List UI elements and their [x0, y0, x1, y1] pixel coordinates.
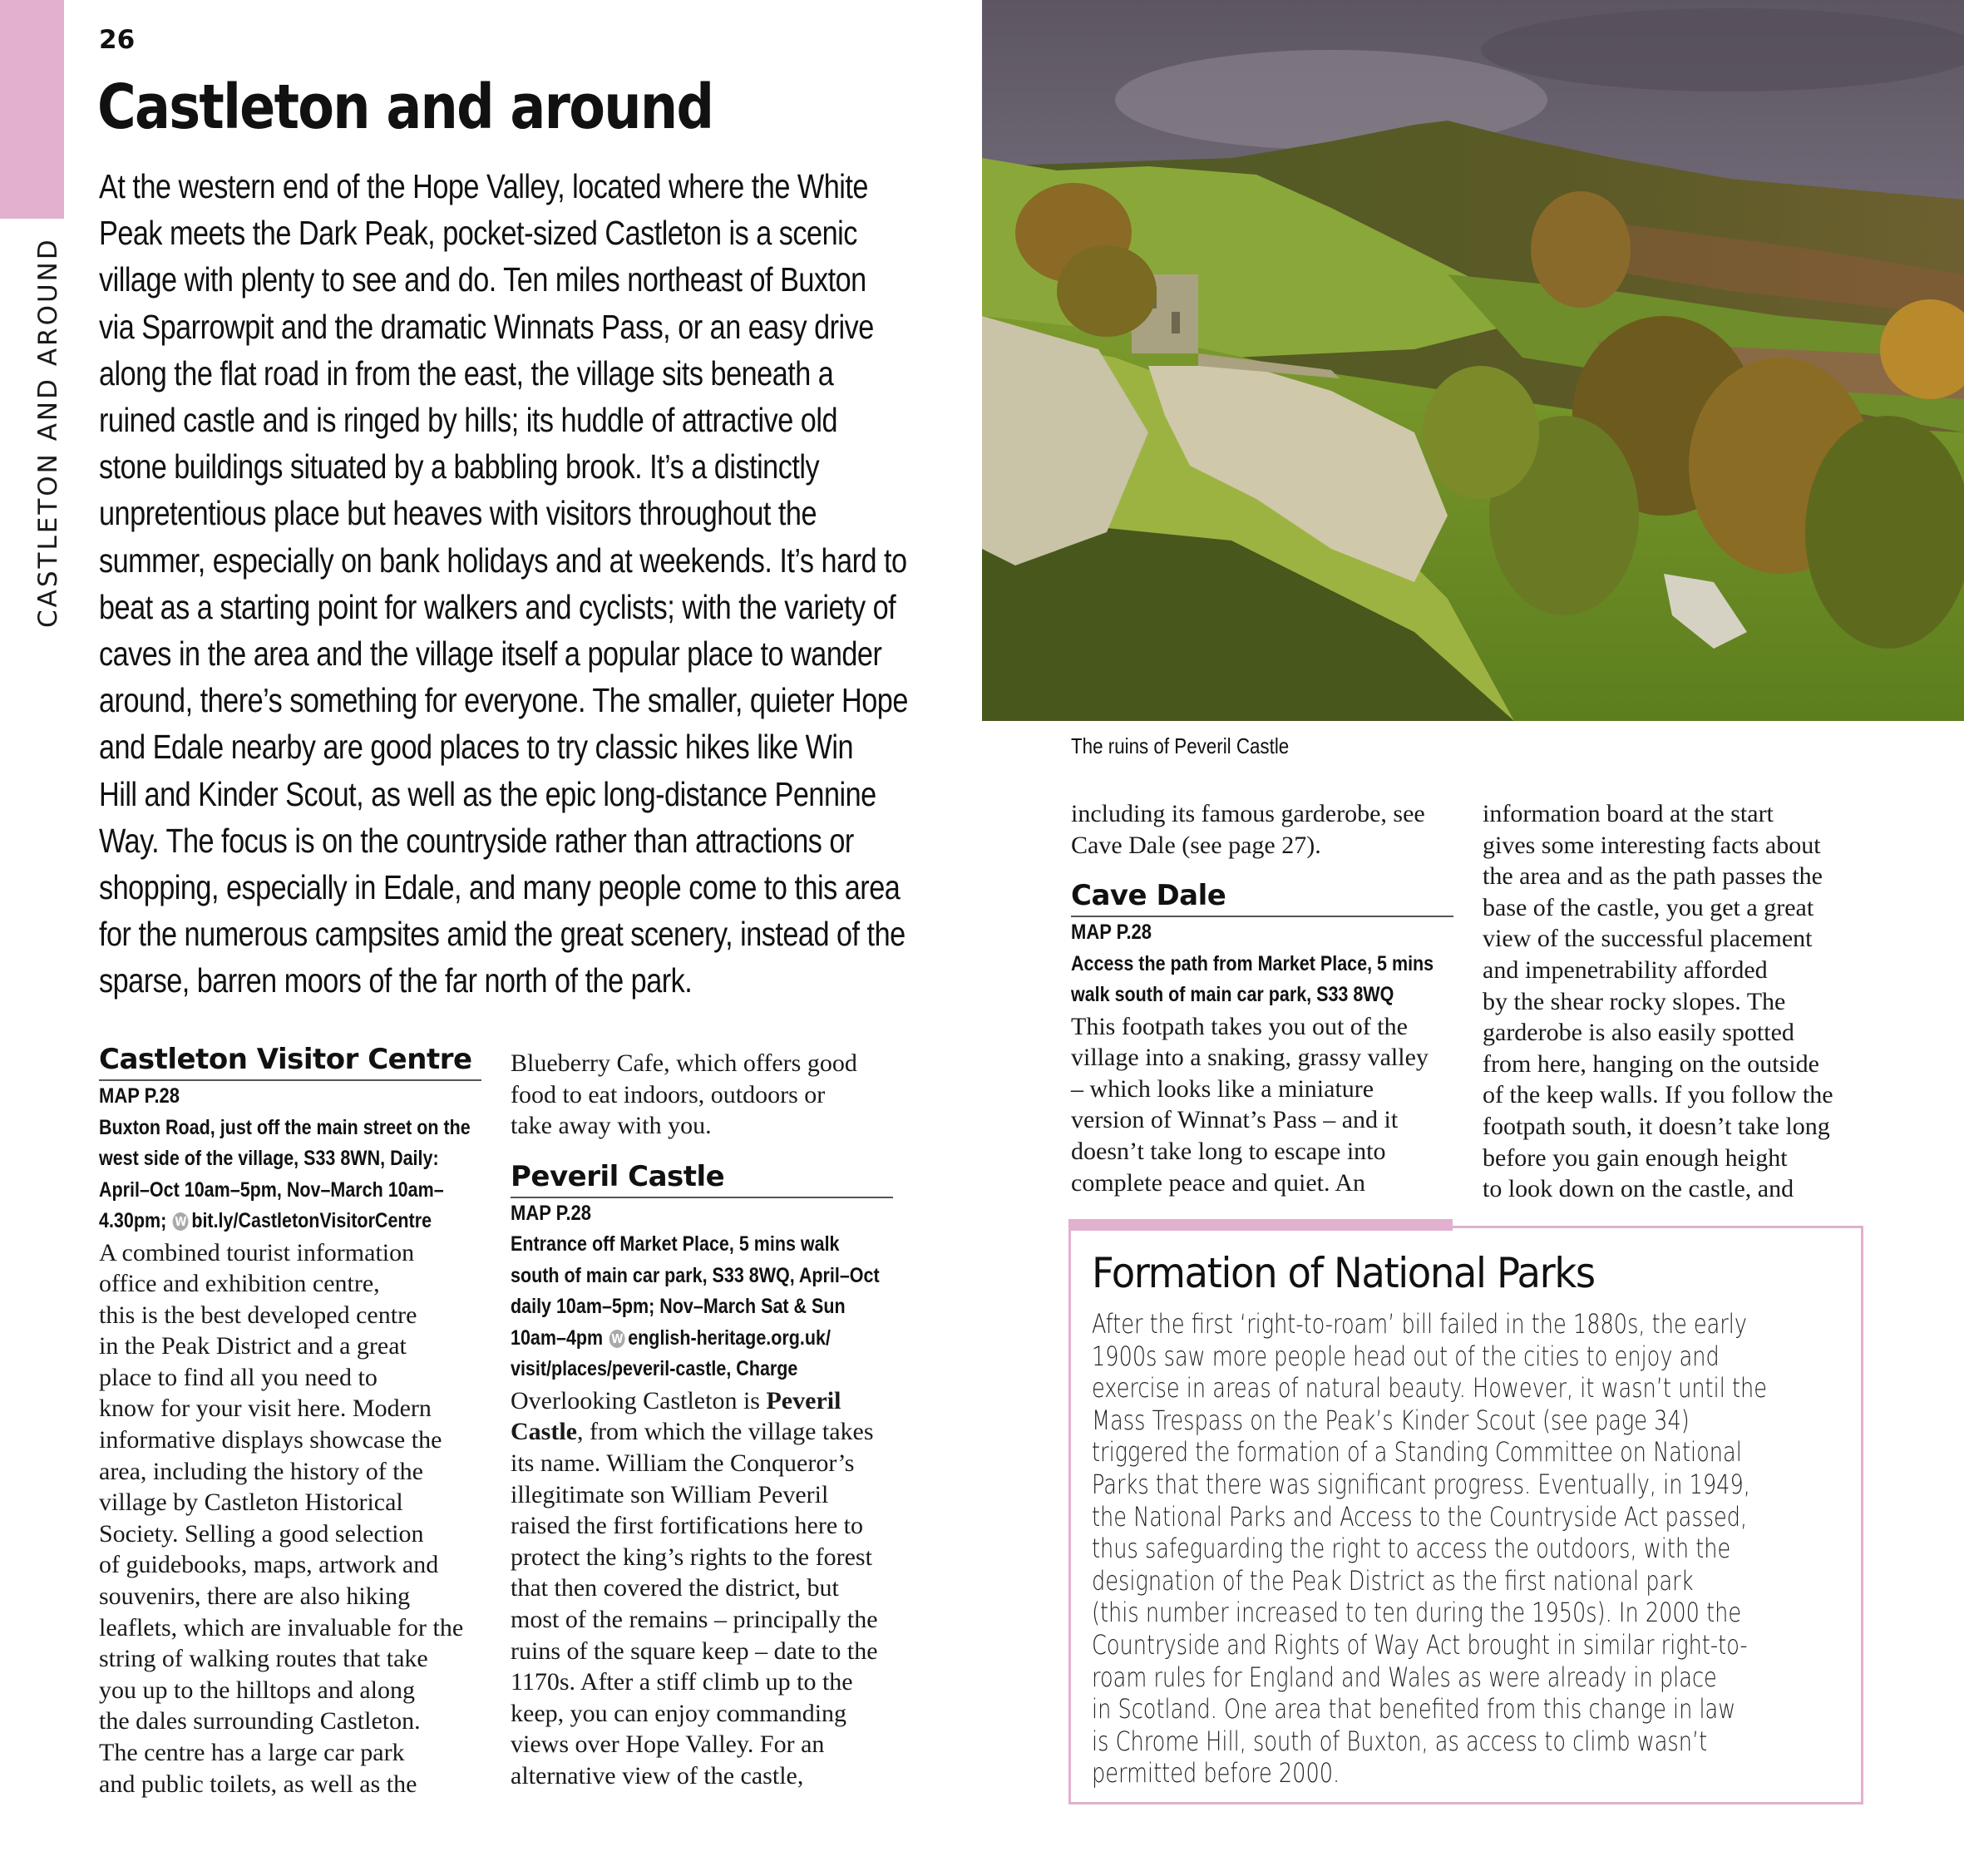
text-line: 1170s. After a stiff climb up to the	[511, 1668, 853, 1696]
text-line: the National Parks and Access to the Countryside Act passed,	[1092, 1500, 1748, 1533]
text-line: Mass Trespass on the Peak’s Kinder Scout (see page 34)	[1092, 1404, 1690, 1436]
cave-dale-heading: Cave Dale	[1071, 879, 1453, 917]
text-line: protect the king’s rights to the forest	[511, 1543, 872, 1571]
text-line: After the first ‘right-to-roam’ bill failed in the 1880s, the early	[1092, 1308, 1748, 1340]
peveril-castle-map-ref[interactable]: MAP P.28	[511, 1201, 592, 1225]
peveril-castle-body	[511, 1385, 893, 1792]
section-color-tab	[0, 0, 64, 219]
body-text: Overlooking Castleton is	[511, 1386, 767, 1414]
text-line: most of the remains – principally the	[511, 1605, 878, 1633]
text-line: village into a snaking, grassy valley	[1071, 1044, 1429, 1072]
peveril-castle-website-cont[interactable]: visit/places/peveril-castle, Charge	[511, 1357, 798, 1381]
text-line: of the keep walls. If you follow the	[1483, 1081, 1833, 1109]
text-line: base of the castle, you get a great	[1483, 893, 1814, 921]
text-line: by the shear rocky slopes. The	[1483, 987, 1786, 1015]
text-line: informative displays showcase the	[99, 1426, 442, 1454]
text-line: views over Hope Valley. For an	[511, 1730, 825, 1759]
text-line: unpretentious place but heaves with visitors throughout the	[99, 494, 817, 533]
text-line: and public toilets, as well as the	[99, 1770, 417, 1798]
text-line: food to eat indoors, outdoors or	[511, 1080, 826, 1108]
text-line: that then covered the district, but	[511, 1574, 839, 1602]
text-line: – which looks like a miniature	[1071, 1074, 1374, 1103]
visitor-centre-website-link[interactable]: bit.ly/CastletonVisitorCentre	[191, 1209, 432, 1232]
text-line: garderobe is also easily spotted	[1483, 1019, 1794, 1047]
text-line: area, including the history of the	[99, 1457, 423, 1485]
section-side-label: CASTLETON AND AROUND	[33, 237, 63, 628]
cave-dale-info	[1071, 949, 1457, 1011]
column-three	[1071, 798, 1453, 1198]
text-line: sparse, barren moors of the far north of the park.	[99, 961, 693, 1000]
web-icon: W	[173, 1212, 189, 1231]
text-line: thus safeguarding the right to access the outdoors, with the	[1092, 1533, 1731, 1565]
text-line: keep, you can enjoy commanding	[511, 1699, 847, 1727]
text-line: Entrance off Market Place, 5 mins walk	[511, 1232, 840, 1256]
text-line: illegitimate son William Peveril	[511, 1480, 829, 1508]
column-two	[511, 1048, 893, 1792]
text-line: string of walking routes that take	[99, 1645, 428, 1673]
visitor-centre-heading: Castleton Visitor Centre	[99, 1043, 481, 1081]
text-line: ruins of the square keep – date to the	[511, 1637, 878, 1665]
visitor-centre-hours-end: 4.30pm;	[99, 1209, 167, 1232]
text-line: 1900s saw more people head out of the cities to enjoy and	[1092, 1340, 1720, 1372]
cave-dale-body-continued	[1483, 798, 1865, 1205]
landscape-photo-illustration	[982, 0, 1964, 721]
visitor-centre-map-ref[interactable]: MAP P.28	[99, 1084, 180, 1108]
peveril-castle-photo	[982, 0, 1964, 721]
text-line: place to find all you need to	[99, 1363, 378, 1391]
text-line: village by Castleton Historical	[99, 1488, 403, 1517]
text-line: Way. The focus is on the countryside rather than attractions or	[99, 821, 854, 860]
text-line: and Edale nearby are good places to try classic hikes like Win	[99, 728, 854, 767]
text-line: Access the path from Market Place, 5 mins	[1071, 951, 1434, 975]
text-line: souvenirs, there are also hiking	[99, 1582, 411, 1611]
visitor-centre-info	[99, 1113, 485, 1237]
intro-paragraph	[99, 163, 908, 1005]
text-line: around, there’s something for everyone. The smaller, quieter Hope	[99, 681, 908, 720]
text-line: raised the first fortifications here to	[511, 1512, 864, 1540]
text-line: daily 10am–5pm; Nov–March Sat & Sun	[511, 1295, 846, 1319]
text-line: Peak meets the Dark Peak, pocket-sized Castleton is a scenic	[99, 214, 857, 253]
text-line: doesn’t take long to escape into	[1071, 1138, 1386, 1166]
text-line: for the numerous campsites amid the great scenery, instead of the	[99, 915, 906, 954]
text-line: this is the best developed centre	[99, 1301, 417, 1329]
text-line: is Chrome Hill, south of Buxton, as access to climb wasn’t	[1092, 1725, 1708, 1757]
text-line: caves in the area and the village itself a popular place to wander	[99, 634, 882, 674]
text-line: beat as a starting point for walkers and cyclists; with the variety of	[99, 587, 896, 626]
peveril-castle-info	[511, 1229, 896, 1385]
text-line: and impenetrability afforded	[1483, 955, 1768, 984]
text-line: via Sparrowpit and the dramatic Winnats Pass, or an easy drive	[99, 307, 874, 346]
photo-caption: The ruins of Peveril Castle	[1071, 733, 1290, 758]
text-line: summer, especially on bank holidays and at weekends. It’s hard to	[99, 541, 907, 580]
text-line: designation of the Peak District as the first national park	[1092, 1564, 1694, 1597]
body-text: , from which the village takes	[576, 1418, 874, 1446]
text-line: Parks that there was significant progress. Eventually, in 1949,	[1092, 1468, 1750, 1500]
text-line: footpath south, it doesn’t take long	[1483, 1112, 1830, 1140]
column-four	[1483, 798, 1865, 1205]
text-line: Countryside and Rights of Way Act brought in similar right-to-	[1092, 1628, 1748, 1661]
text-line: The centre has a large car park	[99, 1739, 405, 1766]
text-line: view of the successful placement	[1483, 925, 1813, 953]
text-line: roam rules for England and Wales as were already in place	[1092, 1661, 1717, 1693]
peveril-castle-hours-end: 10am–4pm	[511, 1326, 604, 1350]
text-line: exercise in areas of natural beauty. However, it wasn’t until the	[1092, 1372, 1767, 1405]
text-line: shopping, especially in Edale, and many people come to this area	[99, 868, 901, 907]
text-line: Hill and Kinder Scout, as well as the epic long-distance Pennine	[99, 774, 876, 813]
text-line: complete peace and quiet. An	[1071, 1168, 1366, 1197]
text-line: leaflets, which are invaluable for the	[99, 1613, 464, 1642]
text-line: version of Winnat’s Pass – and it	[1071, 1106, 1399, 1134]
text-line: its name. William the Conqueror’s	[511, 1449, 855, 1477]
text-line: triggered the formation of a Standing Committee on National	[1092, 1436, 1742, 1469]
bold-term: Peveril	[766, 1386, 841, 1414]
text-line: ruined castle and is ringed by hills; its huddle of attractive old	[99, 401, 837, 440]
text-line: in the Peak District and a great	[99, 1332, 407, 1360]
visitor-centre-body	[99, 1237, 481, 1800]
text-line: alternative view of the castle,	[511, 1761, 804, 1790]
text-line: walk south of main car park, S33 8WQ	[1071, 983, 1394, 1007]
text-line: in Scotland. One area that benefited from this change in law	[1092, 1693, 1736, 1725]
text-line: gives some interesting facts about	[1483, 831, 1821, 859]
text-line: including its famous garderobe, see	[1071, 800, 1425, 827]
cave-dale-body	[1071, 1011, 1453, 1199]
text-line: Blueberry Cafe, which offers good	[511, 1049, 857, 1077]
text-line: This footpath takes you out of the	[1071, 1012, 1408, 1040]
page-number: 26	[99, 25, 136, 55]
text-line: the area and as the path passes the	[1483, 862, 1823, 891]
page-title: Castleton and around	[97, 72, 713, 143]
text-line: along the flat road in from the east, the village sits beneath a	[99, 353, 834, 392]
text-line: the dales surrounding Castleton.	[99, 1707, 421, 1735]
peveril-castle-website-link[interactable]: english-heritage.org.uk/	[628, 1326, 831, 1350]
text-line: of guidebooks, maps, artwork and	[99, 1551, 439, 1579]
text-line: Society. Selling a good selection	[99, 1519, 424, 1548]
text-line: (this number increased to ten during the 1950s). In 2000 the	[1092, 1597, 1742, 1629]
cave-dale-map-ref[interactable]: MAP P.28	[1071, 921, 1152, 945]
text-line: permitted before 2000.	[1092, 1757, 1340, 1790]
feature-box-body	[1092, 1308, 1767, 1790]
text-line: stone buildings situated by a babbling brook. It’s a distinctly	[99, 447, 820, 486]
text-line: village with plenty to see and do. Ten miles northeast of Buxton	[99, 260, 866, 299]
peveril-castle-heading: Peveril Castle	[511, 1160, 893, 1198]
text-line: information board at the start	[1483, 800, 1774, 827]
visitor-centre-body-continued	[511, 1048, 893, 1142]
text-line: to look down on the castle, and	[1483, 1175, 1794, 1203]
peveril-castle-body-continued	[1071, 798, 1453, 861]
text-line: from here, hanging on the outside	[1483, 1049, 1819, 1078]
text-line: office and exhibition centre,	[99, 1270, 380, 1298]
bold-term: Castle	[511, 1418, 577, 1446]
text-line: take away with you.	[511, 1112, 712, 1140]
text-line: At the western end of the Hope Valley, located where the White	[99, 167, 868, 205]
web-icon: W	[609, 1330, 625, 1348]
feature-box-title: Formation of National Parks	[1092, 1249, 1595, 1297]
text-line: Buxton Road, just off the main street on the	[99, 1115, 471, 1139]
text-line: Cave Dale (see page 27).	[1071, 831, 1321, 859]
text-line: know for your visit here. Modern	[99, 1395, 432, 1423]
text-line: April–Oct 10am–5pm, Nov–March 10am–	[99, 1177, 444, 1202]
text-line: A combined tourist information	[99, 1238, 415, 1266]
text-line: you up to the hilltops and along	[99, 1676, 415, 1704]
visitor-centre-section	[99, 1043, 481, 1799]
text-line: south of main car park, S33 8WQ, April–Oct	[511, 1263, 880, 1287]
text-line: before you gain enough height	[1483, 1143, 1788, 1172]
text-line: west side of the village, S33 8WN, Daily:	[99, 1147, 439, 1170]
feature-box-accent-tab	[1068, 1219, 1453, 1231]
